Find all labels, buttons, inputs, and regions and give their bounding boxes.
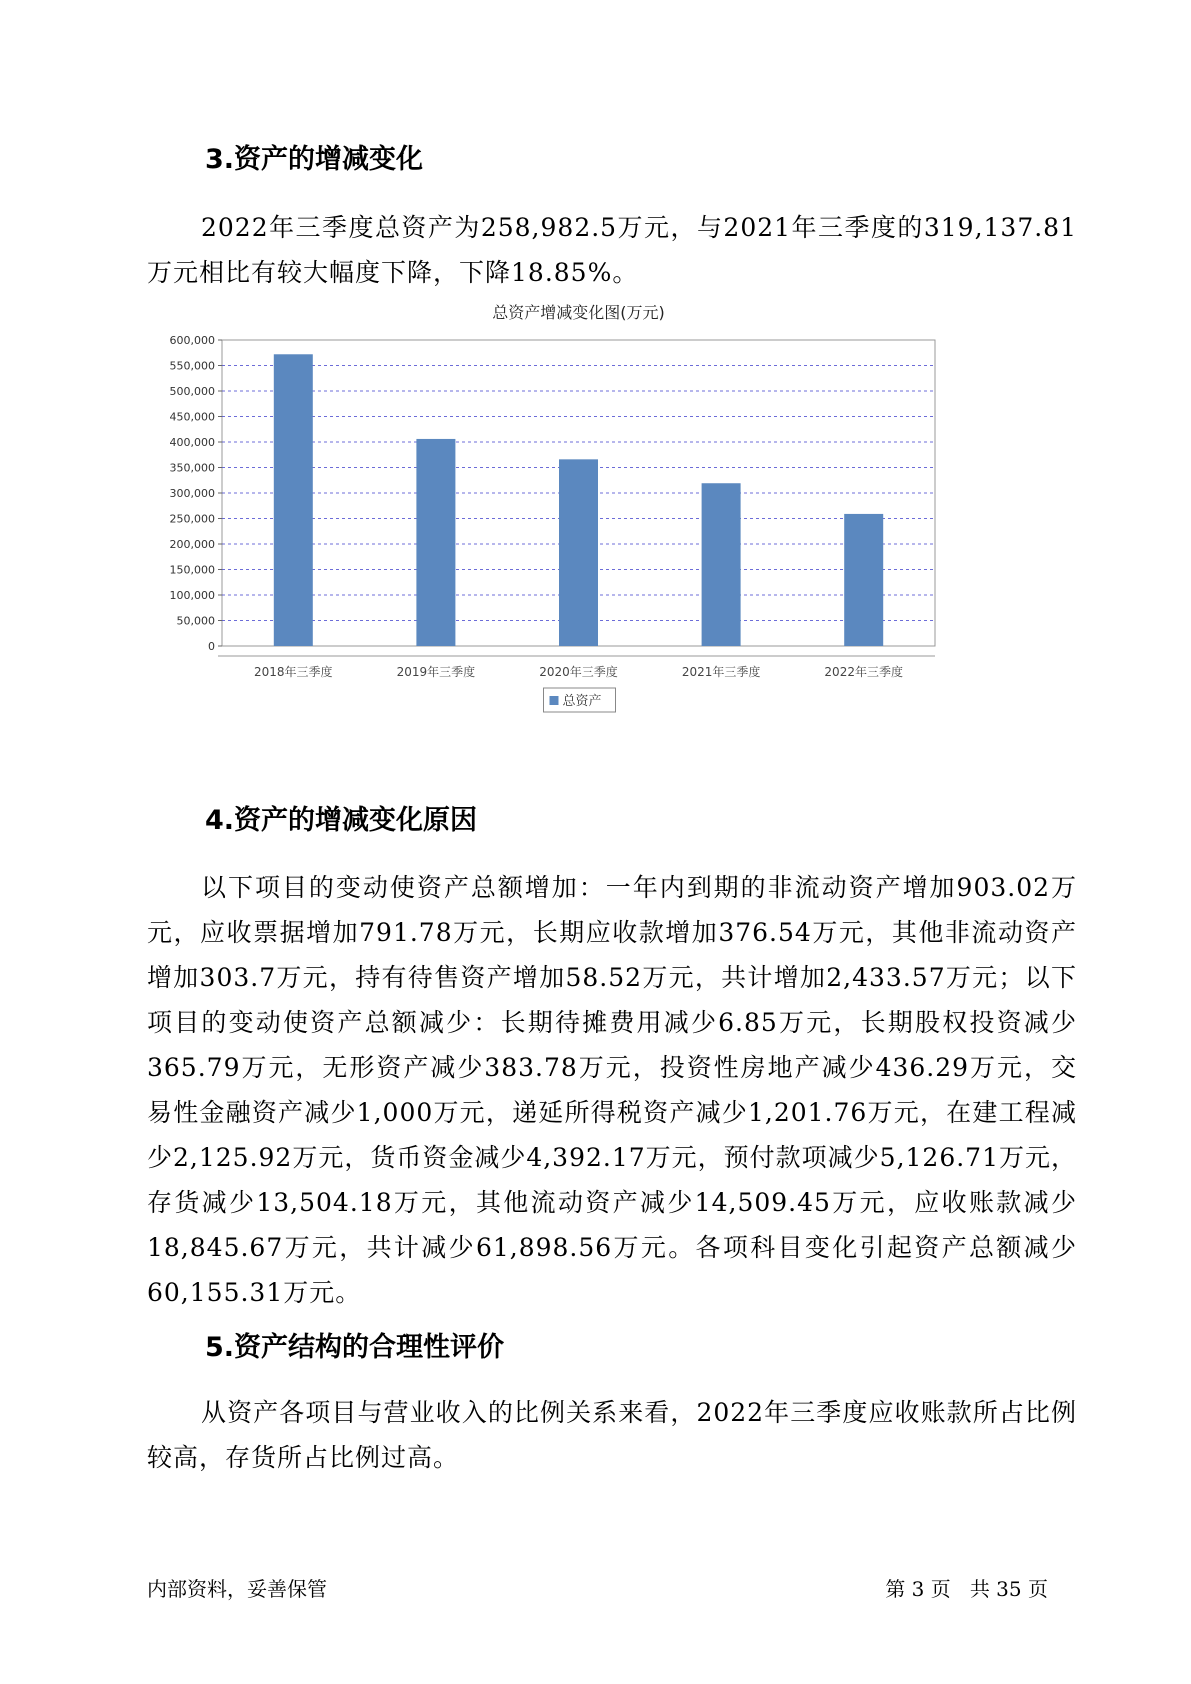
total-assets-chart [150,303,1030,765]
y-tick-label: 150,000 [169,563,215,577]
x-tick-label: 2020年三季度 [539,665,618,679]
y-tick-label: 500,000 [169,385,215,398]
y-tick-label: 550,000 [169,359,215,373]
chart-title: 总资产增减变化图(万元) [492,303,665,322]
legend-swatch [550,696,559,705]
x-tick-label: 2018年三季度 [254,665,333,679]
chart-svg [150,303,1030,765]
y-tick-label: 200,000 [169,538,215,551]
y-tick-label: 100,000 [169,589,215,602]
y-tick-label: 50,000 [176,614,215,628]
x-tick-label: 2021年三季度 [681,665,761,679]
y-tick-label: 600,000 [169,334,215,347]
bar-4 [702,483,741,646]
legend-label: 总资产 [562,694,602,709]
section-3-paragraph: 2022年三季度总资产为258,982.5万元，与2021年三季度的319,137.81万元相比有较大幅度下降，下降18.85%。 [147,213,1077,287]
y-tick-label: 300,000 [169,487,215,500]
footer-confidential-note: 内部资料，妥善保管 [147,1577,327,1601]
y-tick-label: 0 [208,640,215,653]
x-tick-label: 2022年三季度 [824,665,903,679]
y-tick-label: 350,000 [169,461,215,475]
bar-3 [559,459,598,646]
footer-page-number: 第 3 页 共 35 页 [885,1577,1048,1601]
bar-1 [274,354,313,646]
section-5-heading: 5.资产结构的合理性评价 [205,1332,505,1363]
bar-2 [416,439,455,646]
y-tick-label: 450,000 [169,410,215,424]
section-5-paragraph: 从资产各项目与营业收入的比例关系来看，2022年三季度应收账款所占比例较高，存货所占比例过高。 [147,1398,1077,1472]
y-tick-label: 400,000 [169,436,215,449]
section-4-paragraph: 以下项目的变动使资产总额增加：一年内到期的非流动资产增加903.02万元，应收票据增加791.78万元，长期应收款增加376.54万元，其他非流动资产增加303.7万元，持有待售资产增加58.52万元，共计增加2,433.57万元；以下项目的变动使资产总额减少：长期待摊费用减少6.85万元，长期股权投资减少365.79万元，无形资产减少383.78万元，投资性房地产减少436.29万元，交易性金融资产减少1,000万元，递延所得税资产减少1,201.76万元，在建工程减少2,125.92万元，货币资金减少4,392.17万元，预付款项减少5,126.71万元，存货减少13,504.18万元，其他流动资产减少14,509.45万元，应收账款减少18,845.67万元，共计减少61,898.56万元。各项科目变化引起资产总额减少60,155.31万元。 [147,873,1077,1307]
section-4-heading: 4.资产的增减变化原因 [205,805,478,836]
y-tick-label: 250,000 [169,512,215,526]
bar-5 [844,514,883,646]
x-tick-label: 2019年三季度 [396,665,476,679]
section-3-heading: 3.资产的增减变化 [205,144,424,175]
